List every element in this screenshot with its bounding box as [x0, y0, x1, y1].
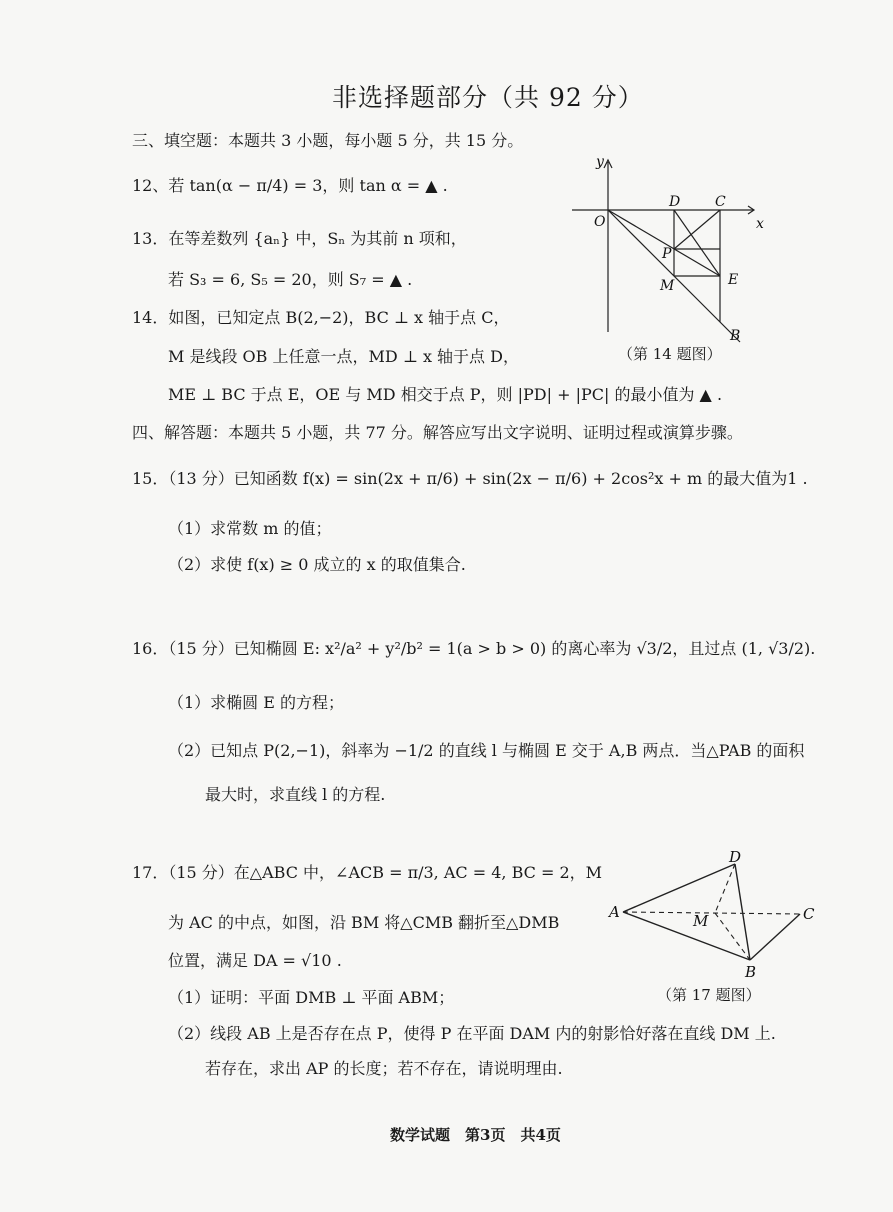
question-15-part-1: （1）求常数 m 的值； — [168, 519, 332, 538]
label-M: M — [693, 912, 709, 930]
label-P: P — [662, 246, 672, 262]
figure-14-caption: （第 14 题图） — [618, 345, 722, 363]
question-17-part-2-line-2: 若存在，求出 AP 的长度；若不存在，请说明理由. — [205, 1059, 563, 1078]
question-14-line-1: 14．如图，已知定点 B(2,−2)，BC ⊥ x 轴于点 C， — [132, 308, 510, 327]
segment-AC-dashed — [623, 912, 800, 914]
question-16: 16．（15 分）已知椭圆 E: x²/a² + y²/b² = 1(a > b > 0) 的离心率为 √3/2，且过点 (1, √3/2). — [132, 639, 816, 658]
label-D: D — [729, 850, 742, 866]
label-x: x — [756, 216, 764, 232]
label-y: y — [596, 154, 604, 170]
label-D: D — [669, 194, 681, 210]
label-E: E — [728, 272, 739, 288]
question-16-part-1: （1）求椭圆 E 的方程； — [168, 693, 345, 712]
segment-BC — [750, 914, 800, 960]
figure-17-diagram — [605, 850, 835, 980]
figure-17-caption: （第 17 题图） — [657, 986, 761, 1004]
section-fill-in-heading: 三、填空题：本题共 3 小题，每小题 5 分，共 15 分。 — [132, 131, 524, 150]
label-O: O — [594, 214, 606, 230]
figure-17 — [605, 850, 835, 1010]
figure-14 — [568, 150, 788, 365]
label-B: B — [745, 963, 757, 980]
question-17-line-3: 位置，满足 DA = √10 . — [168, 951, 342, 970]
label-C: C — [803, 905, 815, 923]
question-15-part-2: （2）求使 f(x) ≥ 0 成立的 x 的取值集合. — [168, 555, 466, 574]
page-title: 非选择题部分（共 92 分） — [332, 83, 644, 112]
segment-AB — [623, 912, 750, 960]
label-M: M — [660, 278, 675, 294]
question-13-line-1: 13．在等差数列 {aₙ} 中，Sₙ 为其前 n 项和， — [132, 229, 467, 248]
question-17-line-2: 为 AC 的中点，如图，沿 BM 将△CMB 翻折至△DMB — [168, 913, 560, 932]
question-16-part-2-line-1: （2）已知点 P(2,−1)，斜率为 −1/2 的直线 l 与椭圆 E 交于 A,B 两点．当△PAB 的面积 — [168, 741, 805, 760]
question-16-part-2-line-2: 最大时，求直线 l 的方程. — [205, 785, 386, 804]
question-12: 12、若 tan(α − π/4) = 3，则 tan α = ▲ . — [132, 176, 448, 195]
label-A: A — [609, 903, 620, 921]
label-B: B — [730, 328, 741, 344]
question-17-line-1: 17．（15 分）在△ABC 中，∠ACB = π/3, AC = 4, BC = 2，M — [132, 863, 603, 882]
question-17-part-2-line-1: （2）线段 AB 上是否存在点 P，使得 P 在平面 DAM 内的射影恰好落在直线 DM 上. — [168, 1024, 776, 1043]
question-15: 15．（13 分）已知函数 f(x) = sin(2x + π/6) + sin(2x − π/6) + 2cos²x + m 的最大值为1 . — [132, 469, 808, 488]
page-footer: 数学试题 第3页 共4页 — [390, 1126, 561, 1144]
section-answer-heading: 四、解答题：本题共 5 小题，共 77 分。解答应写出文字说明、证明过程或演算步骤。 — [132, 423, 743, 442]
segment-DB — [735, 864, 750, 960]
figure-14-diagram — [568, 150, 788, 365]
question-14-line-2: M 是线段 OB 上任意一点，MD ⊥ x 轴于点 D， — [168, 347, 519, 366]
question-14-line-3: ME ⊥ BC 于点 E，OE 与 MD 相交于点 P，则 |PD| + |PC| 的最小值为 ▲ . — [168, 385, 723, 404]
label-C: C — [715, 194, 726, 210]
segment-AD — [623, 864, 735, 912]
question-13-line-2: 若 S₃ = 6, S₅ = 20，则 S₇ = ▲ . — [168, 270, 413, 289]
question-17-part-1: （1）证明：平面 DMB ⊥ 平面 ABM； — [168, 988, 455, 1007]
